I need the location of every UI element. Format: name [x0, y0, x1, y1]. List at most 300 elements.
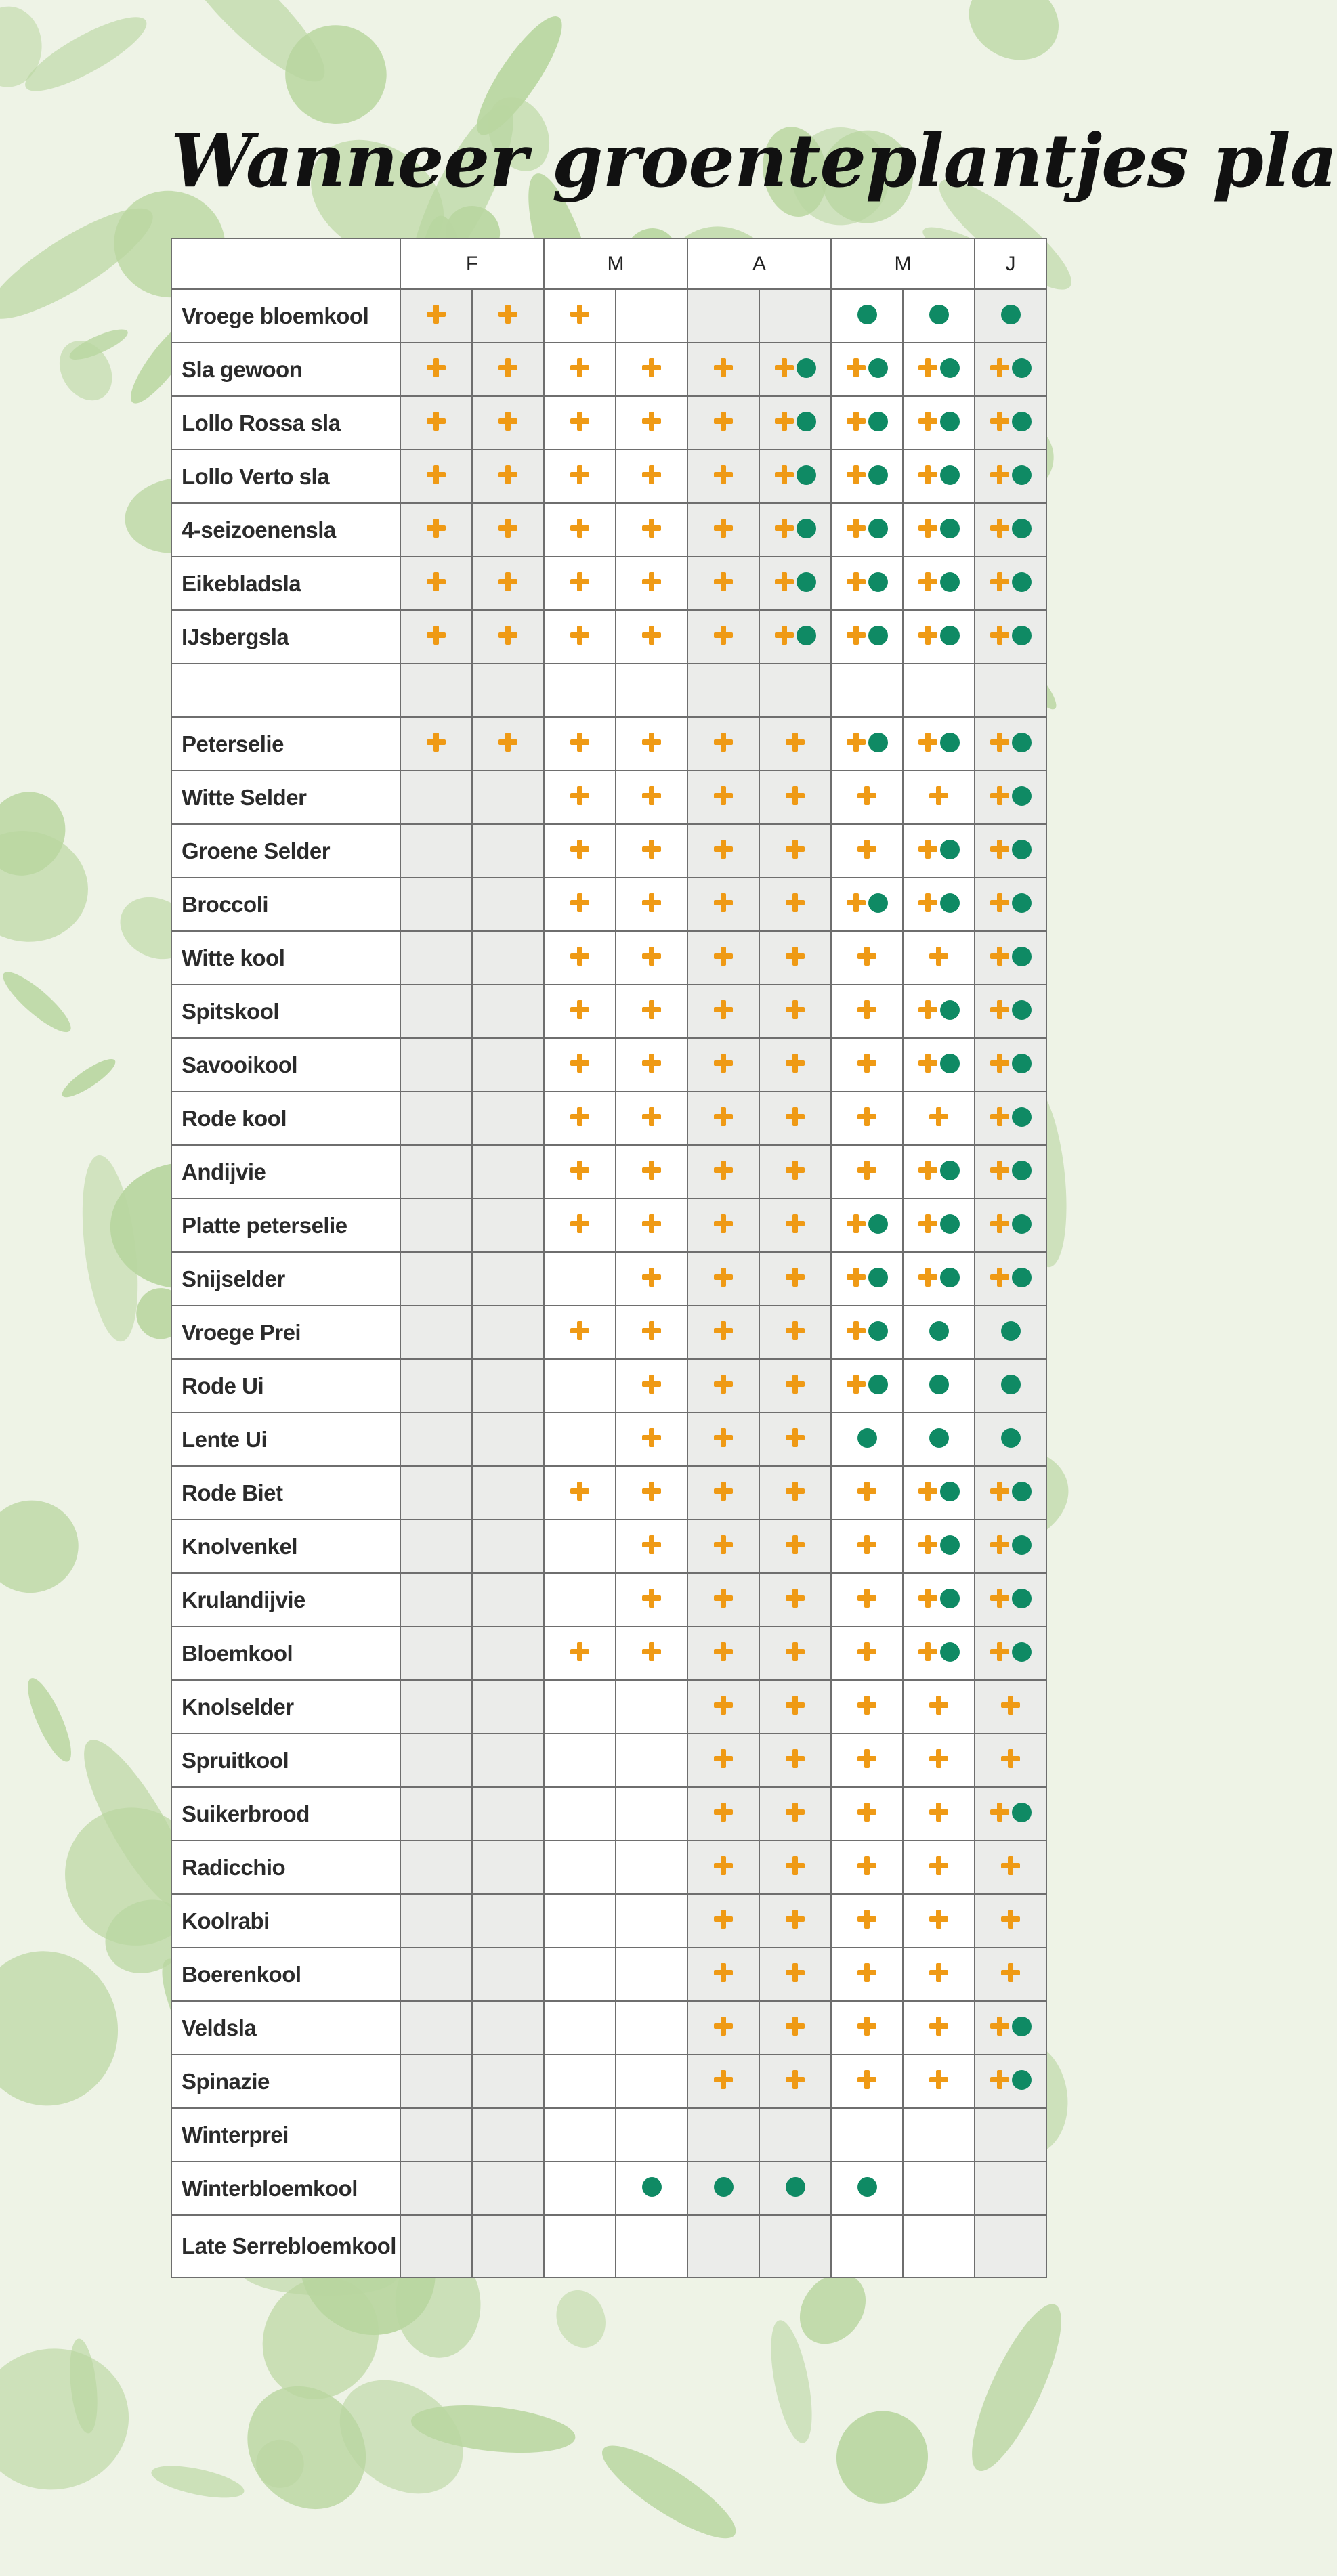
vegetable-name: Rode Ui: [171, 1359, 400, 1413]
week-cell: [759, 2162, 831, 2215]
week-cell: [903, 1734, 975, 1787]
green-dot-icon: [797, 519, 816, 538]
cell-markers: [1001, 1856, 1020, 1875]
cell-markers: [498, 519, 517, 538]
week-cell: [759, 1680, 831, 1734]
vegetable-row: [171, 1359, 1046, 1413]
vegetable-row: [171, 1841, 1046, 1894]
month-header: J: [975, 238, 1046, 289]
week-cell: [831, 1038, 903, 1092]
cell-markers: [642, 1642, 661, 1661]
week-cell: [975, 985, 1046, 1038]
cell-markers: [857, 305, 877, 324]
orange-plus-icon: [786, 733, 805, 752]
vegetable-silhouette: [0, 1488, 90, 1604]
vegetable-row: [171, 450, 1046, 503]
week-cell: [544, 2162, 616, 2215]
cell-markers: [847, 1268, 888, 1287]
vegetable-row: [171, 2215, 1046, 2277]
vegetable-name: Vroege bloemkool: [171, 289, 400, 343]
week-cell: [975, 2215, 1046, 2277]
cell-markers: [786, 893, 805, 912]
green-dot-icon: [940, 626, 960, 645]
week-cell: [616, 1306, 687, 1359]
orange-plus-icon: [929, 1803, 948, 1822]
week-cell: [544, 1413, 616, 1466]
week-cell: [544, 664, 616, 717]
week-cell: [616, 717, 687, 771]
orange-plus-icon: [857, 1963, 876, 1982]
week-cell: [903, 1948, 975, 2001]
week-cell: [831, 1466, 903, 1520]
week-cell: [616, 1787, 687, 1841]
cell-markers: [642, 2177, 662, 2197]
week-cell: [759, 1894, 831, 1948]
orange-plus-icon: [918, 519, 937, 538]
vegetable-row: [171, 610, 1046, 664]
week-cell: [400, 2108, 472, 2162]
cell-markers: [642, 626, 661, 645]
week-cell: [831, 1627, 903, 1680]
week-cell: [831, 1252, 903, 1306]
orange-plus-icon: [990, 358, 1009, 377]
cell-markers: [642, 786, 661, 805]
orange-plus-icon: [786, 1642, 805, 1661]
week-cell: [831, 1199, 903, 1252]
cell-markers: [918, 1642, 960, 1662]
week-cell: [903, 985, 975, 1038]
green-dot-icon: [868, 412, 888, 431]
week-cell: [400, 985, 472, 1038]
cell-markers: [714, 1268, 733, 1287]
green-dot-icon: [1012, 1535, 1032, 1555]
green-dot-icon: [929, 305, 949, 324]
cell-markers: [427, 465, 446, 484]
cell-markers: [714, 1535, 733, 1554]
week-cell: [759, 2108, 831, 2162]
green-dot-icon: [1012, 465, 1032, 485]
cell-markers: [857, 1642, 876, 1661]
vegetable-row: [171, 2055, 1046, 2108]
orange-plus-icon: [929, 947, 948, 966]
vegetable-name: Rode kool: [171, 1092, 400, 1145]
cell-markers: [857, 1803, 876, 1822]
cell-markers: [642, 519, 661, 538]
week-cell: [831, 396, 903, 450]
orange-plus-icon: [990, 1589, 1009, 1608]
week-cell: [544, 1734, 616, 1787]
vegetable-name: Koolrabi: [171, 1894, 400, 1948]
vegetable-name: Snijselder: [171, 1252, 400, 1306]
orange-plus-icon: [918, 1161, 937, 1180]
week-cell: [831, 664, 903, 717]
green-dot-icon: [940, 412, 960, 431]
orange-plus-icon: [570, 1482, 589, 1501]
week-cell: [544, 878, 616, 931]
cell-markers: [1001, 305, 1021, 324]
week-cell: [544, 1787, 616, 1841]
cell-markers: [918, 572, 960, 592]
week-cell: [472, 2001, 544, 2055]
orange-plus-icon: [990, 1482, 1009, 1501]
week-cell: [903, 1841, 975, 1894]
week-cell: [831, 610, 903, 664]
orange-plus-icon: [427, 572, 446, 591]
orange-plus-icon: [570, 572, 589, 591]
cell-markers: [427, 519, 446, 538]
week-cell: [472, 1894, 544, 1948]
orange-plus-icon: [918, 1214, 937, 1233]
week-cell: [759, 2055, 831, 2108]
orange-plus-icon: [714, 1856, 733, 1875]
cell-markers: [570, 733, 589, 752]
cell-markers: [642, 1589, 661, 1608]
cell-markers: [570, 1321, 589, 1340]
week-cell: [831, 1573, 903, 1627]
week-cell: [975, 1252, 1046, 1306]
orange-plus-icon: [427, 412, 446, 431]
orange-plus-icon: [847, 1214, 866, 1233]
orange-plus-icon: [786, 1000, 805, 1019]
week-cell: [759, 824, 831, 878]
orange-plus-icon: [642, 1535, 661, 1554]
cell-markers: [714, 893, 733, 912]
vegetable-row: [171, 1787, 1046, 1841]
green-dot-icon: [868, 1214, 888, 1234]
week-cell: [759, 2215, 831, 2277]
week-cell: [687, 1787, 759, 1841]
orange-plus-icon: [570, 465, 589, 484]
week-cell: [975, 1894, 1046, 1948]
week-cell: [831, 1413, 903, 1466]
vegetable-name: Winterprei: [171, 2108, 400, 2162]
cell-markers: [918, 1268, 960, 1287]
vegetable-name: Spinazie: [171, 2055, 400, 2108]
orange-plus-icon: [990, 519, 1009, 538]
green-dot-icon: [929, 1375, 949, 1394]
cell-markers: [570, 1642, 589, 1661]
green-dot-icon: [868, 626, 888, 645]
cell-markers: [857, 1428, 877, 1448]
week-cell: [400, 1466, 472, 1520]
orange-plus-icon: [714, 1000, 733, 1019]
week-cell: [616, 1038, 687, 1092]
cell-markers: [714, 1856, 733, 1875]
week-cell: [544, 396, 616, 450]
week-cell: [400, 1680, 472, 1734]
header-corner-cell: [171, 238, 400, 289]
orange-plus-icon: [847, 1375, 866, 1394]
cell-markers: [570, 1107, 589, 1126]
cell-markers: [786, 1963, 805, 1982]
week-cell: [831, 1306, 903, 1359]
green-dot-icon: [786, 2177, 805, 2197]
cell-markers: [857, 1054, 876, 1073]
cell-markers: [642, 1268, 661, 1287]
week-cell: [544, 1627, 616, 1680]
cell-markers: [786, 1375, 805, 1394]
cell-markers: [990, 1214, 1032, 1234]
orange-plus-icon: [990, 626, 1009, 645]
week-cell: [616, 2215, 687, 2277]
orange-plus-icon: [857, 1054, 876, 1073]
orange-plus-icon: [775, 572, 794, 591]
week-cell: [903, 396, 975, 450]
cell-markers: [1001, 1963, 1020, 1982]
cell-markers: [929, 1375, 949, 1394]
orange-plus-icon: [990, 1214, 1009, 1233]
week-cell: [759, 1573, 831, 1627]
cell-markers: [990, 840, 1032, 859]
week-cell: [616, 1627, 687, 1680]
week-cell: [544, 2055, 616, 2108]
week-cell: [831, 771, 903, 824]
week-cell: [472, 1787, 544, 1841]
cell-markers: [786, 840, 805, 859]
cell-markers: [714, 519, 733, 538]
green-dot-icon: [797, 358, 816, 378]
cell-markers: [642, 1161, 661, 1180]
orange-plus-icon: [786, 1589, 805, 1608]
orange-plus-icon: [990, 1803, 1009, 1822]
week-cell: [400, 1199, 472, 1252]
green-dot-icon: [940, 893, 960, 913]
week-cell: [759, 1145, 831, 1199]
cell-markers: [857, 2017, 876, 2036]
week-cell: [903, 1520, 975, 1573]
week-cell: [975, 1038, 1046, 1092]
cell-markers: [786, 1482, 805, 1501]
cell-markers: [498, 626, 517, 645]
week-cell: [687, 1734, 759, 1787]
orange-plus-icon: [929, 786, 948, 805]
cell-markers: [1001, 1321, 1021, 1341]
cell-markers: [990, 1482, 1032, 1501]
cell-markers: [990, 572, 1032, 592]
green-dot-icon: [940, 1268, 960, 1287]
cell-markers: [918, 465, 960, 485]
week-cell: [472, 1627, 544, 1680]
cell-markers: [786, 1107, 805, 1126]
orange-plus-icon: [570, 1214, 589, 1233]
cell-markers: [714, 1375, 733, 1394]
cell-markers: [786, 947, 805, 966]
cell-markers: [786, 1803, 805, 1822]
week-cell: [831, 450, 903, 503]
week-cell: [616, 503, 687, 557]
week-cell: [400, 1038, 472, 1092]
week-cell: [472, 1734, 544, 1787]
week-cell: [544, 1573, 616, 1627]
cell-markers: [642, 1482, 661, 1501]
cell-markers: [918, 733, 960, 752]
week-cell: [544, 450, 616, 503]
orange-plus-icon: [786, 1803, 805, 1822]
week-cell: [400, 824, 472, 878]
week-cell: [759, 1359, 831, 1413]
week-cell: [759, 1466, 831, 1520]
week-cell: [544, 1520, 616, 1573]
orange-plus-icon: [427, 733, 446, 752]
week-cell: [903, 931, 975, 985]
week-cell: [400, 1092, 472, 1145]
week-cell: [975, 931, 1046, 985]
week-cell: [544, 503, 616, 557]
week-cell: [544, 557, 616, 610]
cell-markers: [990, 2017, 1032, 2036]
week-cell: [400, 878, 472, 931]
cell-markers: [918, 840, 960, 859]
vegetable-silhouette: [956, 2294, 1078, 2481]
orange-plus-icon: [775, 465, 794, 484]
orange-plus-icon: [847, 893, 866, 912]
orange-plus-icon: [570, 1642, 589, 1661]
green-dot-icon: [797, 412, 816, 431]
week-cell: [472, 1252, 544, 1306]
cell-markers: [570, 1161, 589, 1180]
vegetable-name: Broccoli: [171, 878, 400, 931]
week-cell: [759, 1841, 831, 1894]
week-cell: [472, 450, 544, 503]
cell-markers: [847, 412, 888, 431]
cell-markers: [786, 1000, 805, 1019]
orange-plus-icon: [857, 947, 876, 966]
week-cell: [903, 1627, 975, 1680]
vegetable-row: [171, 1038, 1046, 1092]
cell-markers: [775, 626, 816, 645]
cell-markers: [857, 1963, 876, 1982]
cell-markers: [990, 465, 1032, 485]
cell-markers: [918, 1482, 960, 1501]
week-cell: [616, 1948, 687, 2001]
cell-markers: [929, 1963, 948, 1982]
vegetable-silhouette: [0, 819, 98, 953]
cell-markers: [570, 358, 589, 377]
green-dot-icon: [868, 465, 888, 485]
cell-markers: [929, 1803, 948, 1822]
orange-plus-icon: [847, 626, 866, 645]
green-dot-icon: [1001, 1321, 1021, 1341]
vegetable-name: Savooikool: [171, 1038, 400, 1092]
cell-markers: [498, 733, 517, 752]
week-cell: [831, 289, 903, 343]
orange-plus-icon: [642, 1000, 661, 1019]
green-dot-icon: [940, 840, 960, 859]
orange-plus-icon: [990, 412, 1009, 431]
vegetable-name: Platte peterselie: [171, 1199, 400, 1252]
week-cell: [472, 931, 544, 985]
cell-markers: [786, 1696, 805, 1715]
cell-markers: [714, 1696, 733, 1715]
cell-markers: [847, 465, 888, 485]
month-header: F: [400, 238, 544, 289]
orange-plus-icon: [918, 893, 937, 912]
week-cell: [903, 2162, 975, 2215]
green-dot-icon: [1012, 358, 1032, 378]
orange-plus-icon: [642, 733, 661, 752]
week-cell: [975, 1734, 1046, 1787]
week-cell: [975, 289, 1046, 343]
week-cell: [616, 1680, 687, 1734]
orange-plus-icon: [857, 1856, 876, 1875]
week-cell: [616, 450, 687, 503]
orange-plus-icon: [929, 2017, 948, 2036]
week-cell: [759, 771, 831, 824]
cell-markers: [929, 1749, 948, 1768]
week-cell: [759, 503, 831, 557]
vegetable-name: Sla gewoon: [171, 343, 400, 396]
cell-markers: [714, 626, 733, 645]
cell-markers: [570, 893, 589, 912]
orange-plus-icon: [714, 412, 733, 431]
orange-plus-icon: [714, 1054, 733, 1073]
orange-plus-icon: [786, 1963, 805, 1982]
week-cell: [831, 2215, 903, 2277]
cell-markers: [1001, 1375, 1021, 1394]
cell-markers: [427, 626, 446, 645]
green-dot-icon: [940, 1214, 960, 1234]
orange-plus-icon: [714, 1214, 733, 1233]
week-cell: [544, 1199, 616, 1252]
cell-markers: [786, 1321, 805, 1340]
week-cell: [903, 1252, 975, 1306]
orange-plus-icon: [570, 1054, 589, 1073]
orange-plus-icon: [714, 1803, 733, 1822]
vegetable-silhouette: [956, 0, 1072, 74]
week-cell: [544, 1841, 616, 1894]
cell-markers: [918, 626, 960, 645]
vegetable-row: [171, 1734, 1046, 1787]
cell-markers: [1001, 1428, 1021, 1448]
week-cell: [975, 1573, 1046, 1627]
orange-plus-icon: [990, 786, 1009, 805]
vegetable-name: IJsbergsla: [171, 610, 400, 664]
cell-markers: [857, 1910, 876, 1929]
orange-plus-icon: [786, 1428, 805, 1447]
orange-plus-icon: [929, 1856, 948, 1875]
vegetable-row: [171, 1680, 1046, 1734]
green-dot-icon: [1001, 1375, 1021, 1394]
week-cell: [831, 1841, 903, 1894]
orange-plus-icon: [786, 2017, 805, 2036]
cell-markers: [929, 947, 948, 966]
week-cell: [544, 2215, 616, 2277]
week-cell: [616, 1841, 687, 1894]
week-cell: [903, 2055, 975, 2108]
week-cell: [616, 1894, 687, 1948]
week-cell: [687, 289, 759, 343]
vegetable-row: [171, 931, 1046, 985]
week-cell: [687, 450, 759, 503]
orange-plus-icon: [847, 1321, 866, 1340]
green-dot-icon: [1012, 412, 1032, 431]
orange-plus-icon: [990, 1107, 1009, 1126]
cell-markers: [642, 1428, 661, 1447]
week-cell: [975, 1413, 1046, 1466]
orange-plus-icon: [847, 358, 866, 377]
cell-markers: [990, 1268, 1032, 1287]
orange-plus-icon: [918, 1642, 937, 1661]
cell-markers: [570, 1000, 589, 1019]
week-cell: [687, 1680, 759, 1734]
week-cell: [472, 2108, 544, 2162]
orange-plus-icon: [714, 1375, 733, 1394]
week-cell: [903, 1680, 975, 1734]
vegetable-row: [171, 1520, 1046, 1573]
vegetable-row: [171, 985, 1046, 1038]
week-cell: [975, 878, 1046, 931]
week-cell: [687, 2055, 759, 2108]
